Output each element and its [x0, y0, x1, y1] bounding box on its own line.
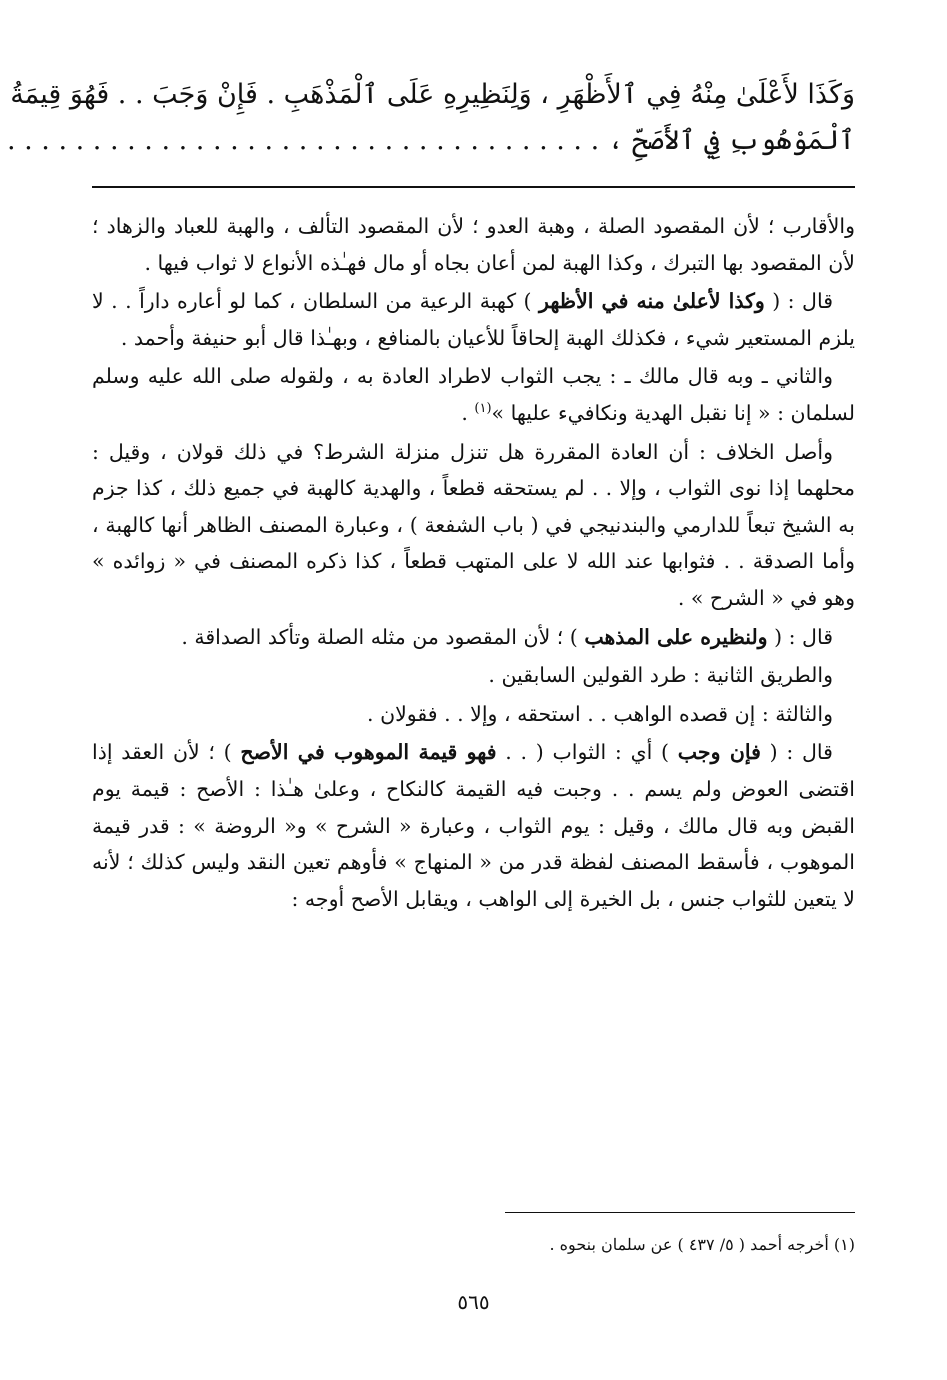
sharh-text-end: .: [461, 400, 475, 425]
matn-quote: وكذا لأعلىٰ منه في الأظهر: [539, 289, 765, 314]
sharh-paragraph-5: [92, 619, 855, 656]
matn-quote: فإن وجب: [677, 740, 761, 765]
footnote-text: أخرجه أحمد ( ٥/ ٤٣٧ ) عن سلمان بنحوه .: [549, 1235, 829, 1254]
sharh-text: والثاني ـ وبه قال مالك ـ : يجب الثواب لاطراد العادة به ، ولقوله صلى الله عليه وسلم لسلمان : « إنا نقبل الهدية ونكافيء عليها »: [92, 364, 855, 425]
qala-prefix: قال : (: [767, 624, 833, 649]
matn-separator-rule: [92, 186, 855, 188]
sharh-paragraph-8: [92, 734, 855, 917]
sharh-text: ) ؛ لأن العقد إذا اقتضى العوض ولم يسم . . وجبت فيه القيمة كالنكاح ، وعلىٰ هـٰذا : الأصح : قيمة يوم القبض وبه قال مالك ، وقيل : يوم الثواب ، وعبارة « الشرح » و« الروضة » : قدر قيمة الموهوب ، فأسقط المصنف لفظة قدر من « المنهاج » فأوهم تعين النقد وليس كذلك ؛ لأنه لا يتعين للثواب جنس ، بل الخيرة إلى الواهب ، ويقابل الأصح أوجه :: [92, 740, 855, 911]
sharh-paragraph-7: والثالثة : إن قصده الواهب . . استحقه ، وإلا . . فقولان .: [367, 701, 833, 726]
sharh-paragraph-1: والأقارب ؛ لأن المقصود الصلة ، وهبة العدو ؛ لأن المقصود التألف ، والهبة للعباد والزهاد ؛ لأن المقصود بها التبرك ، وكذا الهبة لمن أعان بجاه أو مال فهـٰذه الأنواع لا ثواب فيها .: [92, 214, 855, 275]
footnote-number: (١): [833, 1235, 855, 1254]
sharh-paragraph-3: [92, 358, 855, 431]
sharh-text: ) ؛ لأن المقصود من مثله الصلة وتأكد الصداقة .: [181, 624, 585, 649]
sharh-paragraph-6: والطريق الثانية : طرد القولين السابقين .: [488, 663, 833, 688]
footnote: [92, 1232, 855, 1258]
matn-line-2-dots: . . . . . . . . . . . . . . . . . . . . . . . . . . . . . . . . . . .: [6, 125, 600, 156]
matn-quote: ولنظيره على المذهب: [584, 624, 768, 649]
sharh-paragraph-2: [92, 283, 855, 356]
matn-line-1: وَكَذَا لأَعْلَىٰ مِنْهُ فِي ٱلأَظْهَرِ ، وَلِنَظِيرِهِ عَلَى ٱلْمَذْهَبِ . فَإِنْ وَجَبَ . . فَهُوَ قِيمَةُ: [10, 79, 855, 110]
matn-block: [6, 72, 855, 164]
page-number: ٥٦٥: [457, 1290, 490, 1314]
footnote-separator-rule: [505, 1212, 855, 1213]
sharh-text: ) أي : الثواب ( . .: [496, 740, 678, 765]
sharh-text: ) كهبة الرعية من السلطان ، كما لو أعاره داراً . . لا يلزم المستعير شيء ، فكذلك الهبة إلحاقاً للأعيان بالمنافع ، وبهـٰذا قال أبو حنيفة وأحمد .: [92, 289, 855, 350]
matn-line-2-text: ٱلْمَوْهُوبِ فِي ٱلأَصَحِّ ،: [607, 125, 855, 156]
qala-prefix: قال : (: [764, 289, 833, 314]
matn-line-2: [6, 118, 855, 164]
qala-prefix: قال : (: [760, 740, 833, 765]
matn-quote: فهو قيمة الموهوب في الأصح: [240, 740, 497, 765]
sharh-paragraph-4: وأصل الخلاف : أن العادة المقررة هل تنزل منزلة الشرط؟ في ذلك قولان ، وقيل : محلهما إذا نوى الثواب ، وإلا . . لم يستحقه قطعاً ، والهدية كالهبة في جميع ذلك ، كذا جزم به الشيخ تبعاً للدارمي والبندنيجي في ( باب الشفعة ) ، وعبارة المصنف الظاهر أنها كالهبة ، وأما الصدقة . . فثوابها عند الله لا على المتهب قطعاً ، كذا ذكره المصنف في « زوائده » وهو في « الشرح » .: [92, 439, 855, 610]
sharh-block: [92, 208, 855, 919]
footnote-reference[interactable]: (١): [474, 401, 492, 417]
